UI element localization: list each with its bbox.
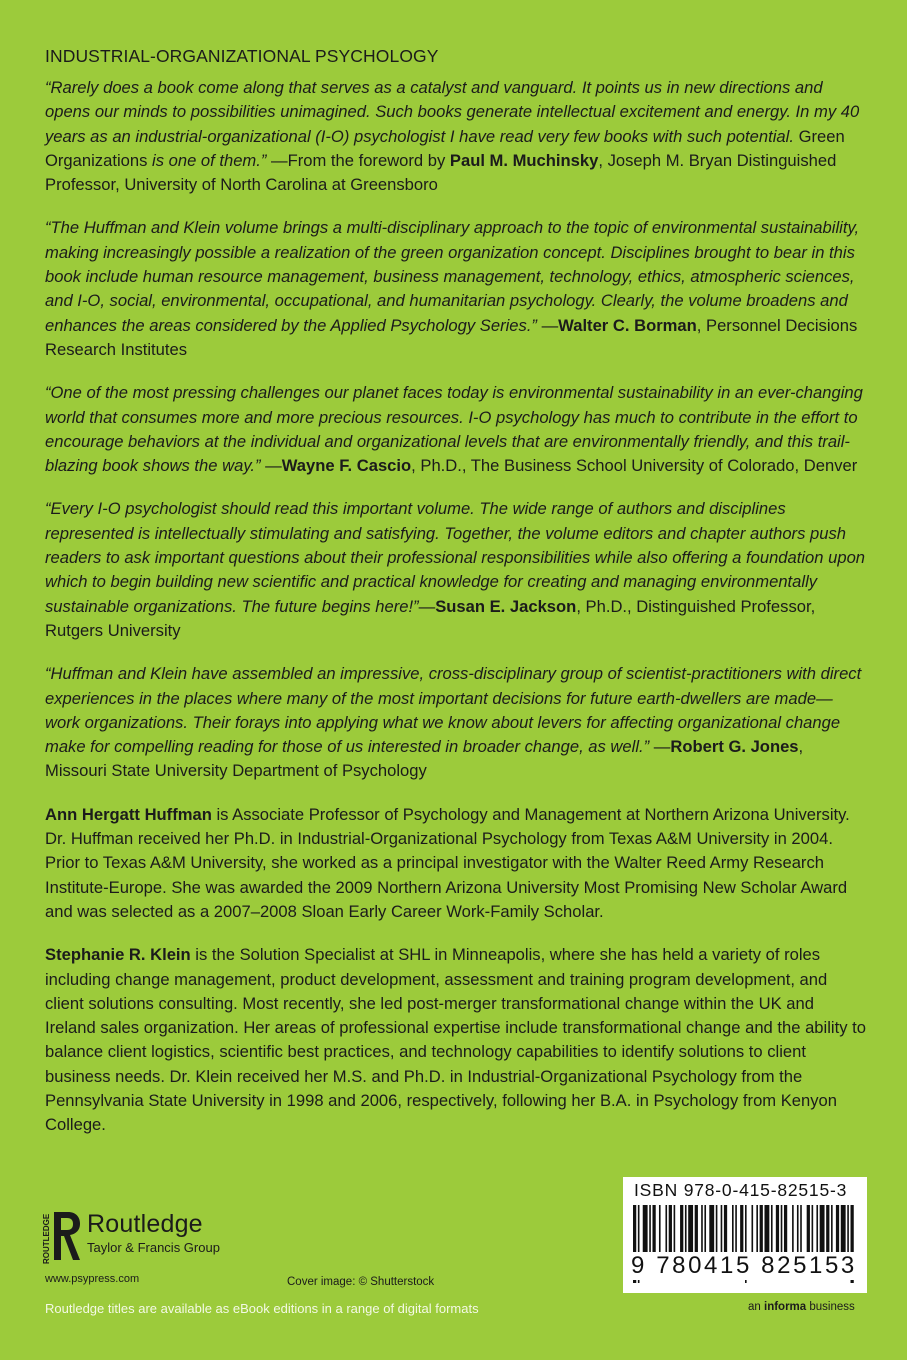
barcode-bar [721, 1205, 723, 1255]
logo-text [87, 1210, 220, 1255]
barcode-bar [816, 1205, 818, 1255]
barcode-bar [649, 1205, 651, 1255]
isbn-label: ISBN 978-0-415-82515-3 [634, 1180, 848, 1200]
barcode-bar [665, 1205, 667, 1255]
barcode-bar [735, 1205, 737, 1255]
barcode-bar [659, 1205, 661, 1255]
barcode-bar [771, 1205, 773, 1255]
text-column [45, 76, 867, 1157]
informa-suffix: business [806, 1301, 855, 1313]
bio-name: Ann Hergatt Huffman [45, 804, 212, 824]
barcode-bar [812, 1205, 814, 1255]
cover-credit: Cover image: © Shutterstock [287, 1276, 435, 1288]
quote-lead: — [418, 596, 436, 616]
quote-affiliation: , Personnel Decisions Research Institutes [45, 315, 858, 359]
routledge-r-icon [40, 1208, 84, 1268]
bio-name: Stephanie R. Klein [45, 945, 191, 965]
barcode-bar [701, 1205, 703, 1255]
ebook-note: Routledge titles are available as eBook editions in a range of digital formats [45, 1301, 479, 1316]
informa-bold: informa [764, 1301, 807, 1313]
series-title: INDUSTRIAL-ORGANIZATIONAL PSYCHOLOGY [45, 46, 439, 66]
quote-jackson [45, 497, 867, 643]
barcode-bar [800, 1205, 802, 1255]
publisher-name: Routledge [87, 1210, 203, 1238]
isbn-number: 9 780415 825153 [631, 1252, 857, 1279]
barcode-bar [688, 1205, 693, 1255]
quote-affiliation: , Joseph M. Bryan Distinguished Professor, University of North Carolina at Greensboro [45, 150, 837, 195]
quote-author: Paul M. Muchinsky [449, 150, 599, 170]
barcode-bar [740, 1205, 743, 1255]
barcode-bar [724, 1205, 727, 1255]
barcode-bar [831, 1205, 833, 1255]
quote-affiliation: , Ph.D., Distinguished Professor, Rutgers University [45, 596, 816, 640]
barcode-bar [764, 1205, 769, 1255]
quote-affiliation: , Missouri State University Department of Psychology [45, 737, 804, 781]
quote-affiliation: , Ph.D., The Business School University of Colorado, Denver [411, 456, 858, 476]
quote-lead: —From the foreword by [271, 150, 450, 170]
barcode-bar [704, 1205, 706, 1255]
quote-jones [45, 662, 867, 783]
barcode-bar [820, 1205, 825, 1255]
barcode-bar [781, 1205, 783, 1255]
quote-muchinsky [45, 76, 867, 197]
quote-text: “Huffman and Klein have assembled an impressive, cross-disciplinary group of scientist-practitioners with direct experiences in the places where many of the most important decisions for future earth-dwellers are made—work organizations. Their forays into applying what we know about levers for affecting organizational change make for compelling reading for those of us interested in broader change, as well.” [45, 664, 862, 757]
quote-cascio [45, 381, 867, 478]
barcode-bar [709, 1205, 714, 1255]
barcode-bar [685, 1205, 687, 1255]
barcode-bar [792, 1205, 794, 1255]
informa-business [748, 1301, 855, 1313]
quote-lead: — [265, 456, 282, 476]
quote-author: Robert G. Jones [670, 737, 799, 757]
bio-text: is Associate Professor of Psychology and Management at Northern Arizona University. Dr. Huffman received her Ph.D. in Industrial-Organizational Psychology from Texas A&M University in 2004. Prior to Texas A&M University, she worked as a principal investigator with the Walter Reed Army Research Institute-Europe. She was awarded the 2009 Northern Arizona University Most Promising New Scholar Award and was selected as a 2007–2008 Sloan Early Career Work-Family Scholar. [45, 804, 850, 921]
routledge-vertical-mark: ROUTLEDGE [42, 1213, 51, 1264]
barcode-bar [826, 1205, 829, 1255]
barcode-bar [784, 1205, 787, 1255]
barcode-bar [751, 1205, 753, 1255]
barcode-bar [807, 1205, 810, 1255]
quote-borman [45, 216, 867, 362]
barcode-bar [756, 1205, 758, 1255]
barcode-bar [841, 1205, 846, 1255]
barcode-bar [652, 1205, 655, 1255]
publisher-website: www.psypress.com [45, 1273, 140, 1285]
quote-lead: — [541, 315, 559, 335]
barcode-bar [695, 1205, 698, 1255]
routledge-logo [40, 1208, 260, 1268]
bio-huffman [45, 803, 867, 924]
quote-text: “Rarely does a book come along that serves as a catalyst and vanguard. It points us in new directions and opens our minds to possibilities unimagined. Such books generate intellectual excitement and energy. In my 40 years as an industrial-organizational (I-O) psychologist I have read very few books with such potential. [45, 78, 860, 146]
quote-text-end: is one of them.” [152, 150, 271, 170]
barcode-bar [847, 1205, 849, 1255]
barcode-bar [680, 1205, 683, 1255]
barcode-bar [674, 1205, 676, 1255]
quote-author: Susan E. Jackson [435, 596, 577, 616]
quote-text: “One of the most pressing challenges our planet faces today is environmental sustainability in an ever-changing world that consumes more and more precious resources. I-O psychology has much to contribute in the effort to encourage behaviors at the individual and organizational levels that are environmentally friendly, and this trail-blazing book shows the way.” [45, 383, 863, 476]
barcode-bar [716, 1205, 718, 1255]
barcode-bar [760, 1205, 763, 1255]
isbn-barcode-box [623, 1177, 867, 1293]
barcode-bar [732, 1205, 734, 1255]
publisher-group: Taylor & Francis Group [87, 1240, 220, 1255]
quote-author: Walter C. Borman [558, 315, 697, 335]
bio-klein [45, 943, 867, 1137]
quote-book-title: Green Organizations [45, 126, 845, 170]
informa-prefix: an [748, 1301, 764, 1313]
bio-text: is the Solution Specialist at SHL in Minneapolis, where she has held a variety of roles including change management, product development, assessment and training program development, and client solutions consulting. Most recently, she led post-merger transformational change within the UK and Ireland sales organization. Her areas of professional expertise include transformational change and the ability to balance client logistics, scientific best practices, and technology capabilities to identify solutions to client business needs. Dr. Klein received her M.S. and Ph.D. in Industrial-Organizational Psychology from the Pennsylvania State University in 1998 and 2006, respectively, following her B.A. in Psychology from Kenyon College. [45, 945, 866, 1135]
barcode-bar [836, 1205, 839, 1255]
barcode-bar [643, 1205, 648, 1255]
quote-text: “The Huffman and Klein volume brings a multi-disciplinary approach to the topic of environmental sustainability, making increasingly possible a realization of the green organization concept. Disciplines brought to bear in this book include human resource management, business management, technology, ethics, atmospheric sciences, and I-O, social, environmental, occupational, and humanitarian psychology. Clearly, the volume broadens and enhances the areas considered by the Applied Psychology Series.” [45, 218, 860, 335]
quote-text: “Every I-O psychologist should read this important volume. The wide range of authors and disciplines represented is intellectually stimulating and satisfying. Together, the volume editors and chapter authors push readers to ask important questions about their professional responsibilities while also offering a foundation upon which to begin building new scientific and practical knowledge for creating and managing environmentally sustainable organizations. The future begins here!” [45, 499, 866, 616]
quote-lead: — [653, 737, 671, 757]
barcode-bar [669, 1205, 672, 1255]
quote-author: Wayne F. Cascio [281, 456, 412, 476]
barcode-bar [797, 1205, 799, 1255]
barcode-bar [776, 1205, 779, 1255]
